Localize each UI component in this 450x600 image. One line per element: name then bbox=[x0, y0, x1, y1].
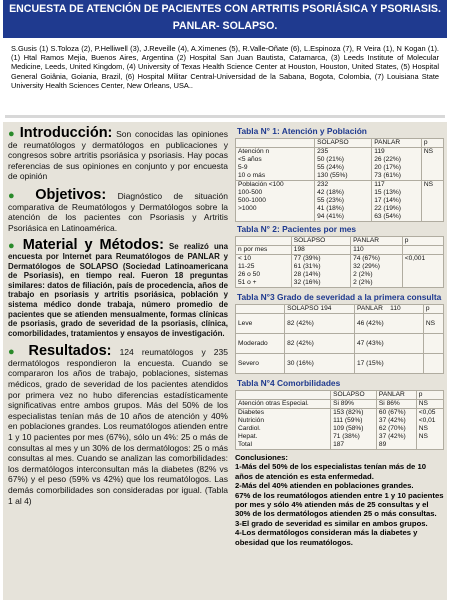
table-header-row bbox=[236, 305, 444, 314]
cell-value: 20 (17%) bbox=[374, 164, 401, 171]
table-header-row bbox=[236, 237, 444, 246]
table-row bbox=[236, 334, 444, 354]
table-cell: SOLAPSO bbox=[291, 237, 350, 246]
row-label: 10 o más bbox=[238, 172, 266, 179]
table-cell bbox=[315, 181, 372, 222]
introduction-text: Son conocidas las opiniones de reumatólogos y dermatólogos en publicaciones y congresos sobre artritis psoriásica y psoriasis. Hay pocas referencias de sus opiniones en conjunto y por encuesta de opinión bbox=[8, 129, 228, 182]
introduction-section bbox=[8, 125, 228, 182]
table-cell bbox=[423, 334, 443, 354]
row-label: >1000 bbox=[238, 205, 257, 212]
table-cell: NS bbox=[421, 181, 443, 222]
methods-heading: Material y Métodos: bbox=[22, 237, 164, 254]
table-cell: PANLAR bbox=[351, 237, 403, 246]
cell-value: 232 bbox=[317, 181, 329, 188]
row-label: Atención n bbox=[238, 148, 270, 155]
table-cell bbox=[315, 148, 372, 181]
introduction-heading: Introducción: bbox=[19, 125, 113, 141]
table-row bbox=[236, 181, 444, 222]
conclusion-item: 1-Más del 50% de los especialistas tenían más de 10 años de atención es esta enfermedad. bbox=[235, 462, 426, 481]
table-cell: Leve bbox=[236, 314, 285, 334]
table-1-title: Tabla N° 1: Atención y Población bbox=[237, 126, 367, 136]
bullet-icon: ● bbox=[8, 346, 21, 359]
table-cell: Severo bbox=[236, 354, 285, 374]
table-cell: NS bbox=[423, 314, 443, 334]
table-cell: Si 86% bbox=[376, 400, 416, 409]
table-row bbox=[236, 314, 444, 334]
table-cell bbox=[354, 305, 423, 314]
cell-value: 235 bbox=[317, 148, 329, 155]
table-row bbox=[236, 409, 444, 450]
table-cell: SOLAPSO bbox=[315, 139, 372, 148]
results-section bbox=[8, 343, 228, 506]
left-column bbox=[8, 126, 228, 506]
cell-value: 119 bbox=[374, 148, 385, 155]
conclusions-section bbox=[235, 453, 444, 547]
table-cell bbox=[236, 237, 292, 246]
objectives-text: Diagnóstico de situación comparativa de Reumatólogos y Dermatólogos sobre la atención de los pacientes con Psoriasis y Artritis Psoriásica en Latinoamérica. bbox=[8, 190, 228, 233]
table-cell: 198 bbox=[291, 246, 350, 255]
table-cell bbox=[372, 181, 422, 222]
table-cell bbox=[236, 148, 315, 181]
row-label: <5 años bbox=[238, 156, 262, 163]
table-cell: 46 (42%) bbox=[354, 314, 423, 334]
methods-section bbox=[8, 237, 228, 338]
table-cell: p bbox=[402, 237, 443, 246]
cell-value: 22 (19%) bbox=[374, 205, 401, 212]
row-label: Población <100 bbox=[238, 181, 284, 188]
conclusion-item: 4-Los dermatólogos consideran más la diabetes y obesidad que los reumatólogos. bbox=[235, 528, 418, 547]
table-cell bbox=[236, 181, 315, 222]
table-cell: 60 (67%) 37 (42%) 62 (70%) 37 (42%) 89 bbox=[376, 409, 416, 450]
table-cell: 74 (67%) 32 (29%) 2 (2%) 2 (2%) bbox=[351, 255, 403, 288]
objectives-heading: Objetivos: bbox=[35, 186, 107, 203]
table-2-title: Tabla N° 2: Pacientes por mes bbox=[237, 224, 357, 234]
table-cell: p bbox=[416, 391, 443, 400]
table-cell: 110 bbox=[351, 246, 403, 255]
methods-text: Se realizó una encuesta por Internet para Reumatólogos de PANLAR y Dermatólogos de SOLAPSO (Sociedad Latinoamericana de Psoriasis), en tiempo real. Fueron 18 preguntas similares: datos de filiación, país de procedencia, años de trabajo en psoriasis y artritis psoriásica, población y sistema médico donde trabaja, número promedio de pacientes que se atienden mensualmente, formas clínicas de psoriasis, grado de severidad de la psoriasis, clínica, comorbilidades, tratamientos y ensayos de investigación. bbox=[8, 242, 228, 338]
cell-value: 63 (54%) bbox=[374, 213, 401, 220]
table-2 bbox=[235, 236, 444, 288]
results-text: 124 reumatólogos y 235 dermatólogos respondieron la encuesta. Cuando se compararon los años de trabajo, poblaciones, sistemas médicos, grado de severidad de los pacientes atendidos por primera vez no hubo diferencias estadísticamente significativas entre ambos grupos. Más del 50% de los especialistas tenían más de 10 años de atención y 40% en poblaciones grandes. Los reumatólogos atienden entre 1 y 10 pacientes por mes (67%), sólo un 4%: 25 o más de consultas al mes y un 30% de los dermatólogos: 25 o más consultas al mes. Cuando se analizan las comorbilidades: los dermatólogos interconsultan más la diabetes (82% vs 67%) y el peso (59% vs 42%) que los reumatólogos. Las demás comorbilidades son consideradas por igual. (Tabla 1 al 4) bbox=[8, 347, 228, 506]
right-column bbox=[235, 126, 444, 547]
table-cell: Diabetes Nutrición Cardiol. Hepat. Total bbox=[236, 409, 331, 450]
cell-value: 26 (22%) bbox=[374, 156, 401, 163]
poster-title bbox=[3, 0, 447, 38]
table-3-title: Tabla N°3 Grado de severidad a la primera consulta bbox=[237, 292, 442, 302]
row-label: 100-500 bbox=[238, 189, 263, 196]
table-cell: 17 (15%) bbox=[354, 354, 423, 374]
table-cell: p bbox=[423, 305, 443, 314]
conclusion-item: 2-Más del 40% atienden en poblaciones grandes. bbox=[235, 481, 414, 491]
conclusion-item: 67% de los reumatólogos atienden entre 1 y 10 pacientes por mes y sólo 4% atienden más de 25 consultas y el 30% de los dermatólogos atienden 25 o más consultas. bbox=[235, 490, 444, 519]
header-label: PANLAR bbox=[356, 305, 383, 312]
table-4 bbox=[235, 390, 444, 450]
table-cell: 82 (42%) bbox=[285, 334, 355, 354]
table-cell: p bbox=[421, 139, 443, 148]
results-heading: Resultados: bbox=[28, 343, 112, 360]
table-cell: 30 (16%) bbox=[285, 354, 355, 374]
table-cell: <0,05 <0,01 NS NS bbox=[416, 409, 443, 450]
cell-value: 17 (14%) bbox=[374, 197, 401, 204]
table-cell: < 10 11-25 26 o 50 51 o + bbox=[236, 255, 292, 288]
table-cell bbox=[236, 391, 331, 400]
table-cell: SOLAPSO bbox=[331, 391, 377, 400]
bullet-icon: ● bbox=[8, 189, 24, 202]
cell-value: 50 (21%) bbox=[317, 156, 344, 163]
table-cell: PANLAR bbox=[376, 391, 416, 400]
table-cell bbox=[236, 305, 285, 314]
table-header-row bbox=[236, 139, 444, 148]
table-cell bbox=[372, 148, 422, 181]
cell-value: 94 (41%) bbox=[317, 213, 344, 220]
table-row bbox=[236, 255, 444, 288]
row-label: 500-1000 bbox=[238, 197, 266, 204]
cell-value: 117 bbox=[374, 181, 385, 188]
cell-value: 15 (13%) bbox=[374, 189, 401, 196]
table-1 bbox=[235, 138, 444, 222]
table-header-row bbox=[236, 391, 444, 400]
header-count: 110 bbox=[390, 305, 401, 312]
table-cell: Atención otras Especial. bbox=[236, 400, 331, 409]
conclusions-heading: Conclusiones: bbox=[235, 453, 288, 462]
objectives-section bbox=[8, 186, 228, 233]
table-cell: PANLAR bbox=[372, 139, 422, 148]
cell-value: 55 (24%) bbox=[317, 164, 344, 171]
table-cell: SOLAPSO 194 bbox=[285, 305, 355, 314]
table-cell: 82 (42%) bbox=[285, 314, 355, 334]
table-cell: NS bbox=[421, 148, 443, 181]
table-cell: NS bbox=[416, 400, 443, 409]
table-4-title: Tabla N°4 Comorbilidades bbox=[237, 378, 341, 388]
table-row bbox=[236, 354, 444, 374]
bullet-icon: ● bbox=[8, 240, 18, 253]
table-3 bbox=[235, 304, 444, 374]
table-row bbox=[236, 148, 444, 181]
title-line-2: PANLAR- SOLAPSO. bbox=[172, 20, 278, 32]
cell-value: 73 (61%) bbox=[374, 172, 401, 179]
table-cell: 47 (43%) bbox=[354, 334, 423, 354]
cell-value: 42 (18%) bbox=[317, 189, 344, 196]
row-label: 5-9 bbox=[238, 164, 248, 171]
table-cell: Si 89% bbox=[331, 400, 377, 409]
table-cell: 77 (39%) 61 (31%) 28 (14%) 32 (16%) bbox=[291, 255, 350, 288]
cell-value: 130 (55%) bbox=[317, 172, 348, 179]
table-cell: n por mes bbox=[236, 246, 292, 255]
title-line-1: ENCUESTA DE ATENCIÓN DE PACIENTES CON ARTRITIS PSORIÁSICA Y PSORIASIS. bbox=[9, 3, 441, 15]
table-row bbox=[236, 246, 444, 255]
table-cell bbox=[236, 139, 315, 148]
content-panel bbox=[3, 122, 447, 600]
table-cell: <0,001 bbox=[402, 255, 443, 288]
table-row bbox=[236, 400, 444, 409]
cell-value: 55 (23%) bbox=[317, 197, 344, 204]
conclusion-item: 3-El grado de severidad es similar en ambos grupos. bbox=[235, 518, 428, 528]
table-cell: 153 (82%) 111 (59%) 109 (58%) 71 (38%) 187 bbox=[331, 409, 377, 450]
cell-value: 41 (18%) bbox=[317, 205, 344, 212]
authors-affiliations: S.Gusis (1) S.Toloza (2), P.Helliwell (3), J.Reveille (4), A.Ximenes (5), R.Valle-Oñate (6), L.Espinoza (7), R Veira (1), N Kogan (1). (1) Htal Ramos Mejia, Buenos Aires, Argentina (2) Hospital San Juan Bautista, Catamarca, (3) Leeds Institute of Molecular Medicine, Leeds, United Kingdom, (4) University of Texas Health Science Center at Houston, Houston, United States, (5) Hospital General Goiânia, Goiania, Brazil, (6) Hospital Militar Central-Universidad de la Sabana, Bogota, Colombia, (7) Louisiana State University Health Sciences Center, New Orleans, USA.. bbox=[5, 43, 445, 118]
table-cell bbox=[402, 246, 443, 255]
bullet-icon: ● bbox=[8, 128, 17, 140]
table-cell bbox=[423, 354, 443, 374]
table-cell: Moderado bbox=[236, 334, 285, 354]
